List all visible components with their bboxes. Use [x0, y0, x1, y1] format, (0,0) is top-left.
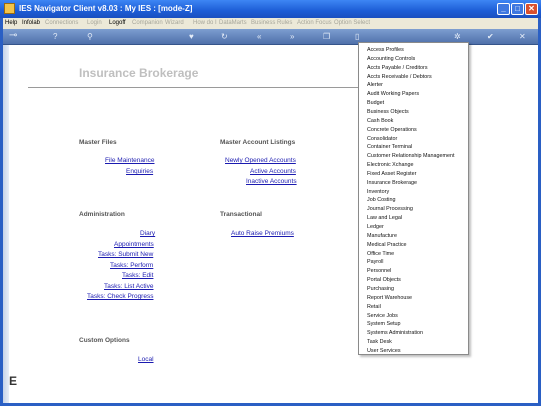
link-diary[interactable]: Diary [140, 230, 156, 237]
refresh-icon[interactable]: ↻ [221, 32, 228, 41]
key-icon[interactable]: ⊸ [9, 30, 18, 41]
menu-bar [3, 18, 538, 29]
module-dropdown-menu [358, 42, 469, 355]
menu-item-companion[interactable]: Companion [132, 20, 163, 26]
link-tasks-submit-new[interactable]: Tasks: Submit New [98, 251, 154, 258]
left-strip [3, 45, 9, 403]
dropdown-item-user-services[interactable]: User Services [367, 347, 401, 354]
dropdown-item-audit-working-papers[interactable]: Audit Working Papers [367, 91, 420, 98]
menu-item-business-rules[interactable]: Business Rules [251, 20, 293, 26]
settings-icon[interactable]: ✲ [454, 32, 461, 41]
menu-item-connections[interactable]: Connections [45, 20, 79, 26]
dropdown-item-access-profiles[interactable]: Access Profiles [367, 47, 404, 53]
back-icon[interactable]: « [257, 32, 262, 41]
close-icon[interactable]: ✕ [519, 32, 526, 41]
dropdown-item-systems-administration[interactable]: Systems Administration [367, 330, 424, 337]
dropdown-item-law-and-legal[interactable]: Law and Legal [367, 215, 403, 222]
dropdown-item-purchasing[interactable]: Purchasing [367, 285, 394, 292]
menu-item-action-focus[interactable]: Action Focus [297, 20, 332, 26]
maximize-button[interactable]: □ [511, 3, 524, 15]
dropdown-item-accounting-controls[interactable]: Accounting Controls [367, 55, 416, 62]
menu-item-infolab[interactable]: Infolab [22, 20, 41, 26]
minimize-button[interactable]: _ [497, 3, 510, 15]
copy-icon[interactable]: ❐ [323, 32, 331, 41]
dropdown-item-business-objects[interactable]: Business Objects [367, 108, 409, 115]
dropdown-item-ledger[interactable]: Ledger [367, 224, 384, 230]
dropdown-item-accts-payable-creditors[interactable]: Accts Payable / Creditors [367, 64, 428, 71]
dropdown-item-service-jobs[interactable]: Service Jobs [367, 312, 398, 319]
link-inactive-accounts[interactable]: Inactive Accounts [246, 178, 297, 185]
menu-item-help[interactable]: Help [5, 20, 18, 26]
menu-item-wizard[interactable]: Wizard [165, 20, 184, 26]
side-panel-label[interactable]: E [9, 374, 18, 388]
dropdown-item-portal-objects[interactable]: Portal Objects [367, 277, 401, 284]
dropdown-item-inventory[interactable]: Inventory [367, 188, 390, 195]
menu-item-datamarts[interactable]: DataMarts [219, 20, 247, 26]
dropdown-item-personnel[interactable]: Personnel [367, 268, 392, 275]
menu-item-option-select[interactable]: Option Select [334, 20, 371, 26]
dropdown-item-accts-receivable-debtors[interactable]: Accts Receivable / Debtors [367, 73, 432, 80]
app-icon [4, 3, 15, 14]
dropdown-item-journal-processing[interactable]: Journal Processing [367, 206, 413, 213]
search-icon[interactable]: ⚲ [87, 32, 93, 41]
forward-icon[interactable]: » [290, 32, 295, 41]
menu-item-how-do-i[interactable]: How do I [193, 20, 217, 26]
link-tasks-check-progress[interactable]: Tasks: Check Progress [87, 293, 154, 300]
link-auto-raise-premiums[interactable]: Auto Raise Premiums [231, 230, 294, 237]
check-icon[interactable]: ✔ [487, 32, 494, 41]
title-divider [28, 87, 388, 88]
link-tasks-edit[interactable]: Tasks: Edit [122, 272, 154, 279]
dropdown-item-container-terminal[interactable]: Container Terminal [367, 144, 413, 151]
section-master-account-listings: Master Account Listings [220, 139, 296, 146]
trash-icon[interactable]: ▯ [355, 32, 360, 41]
dropdown-item-cash-book[interactable]: Cash Book [367, 117, 394, 124]
close-window-button[interactable]: ✕ [525, 3, 538, 15]
link-enquiries[interactable]: Enquiries [126, 168, 154, 175]
dropdown-item-office-time[interactable]: Office Time [367, 250, 395, 257]
dropdown-item-system-setup[interactable]: System Setup [367, 321, 401, 328]
link-tasks-list-active[interactable]: Tasks: List Active [104, 283, 154, 290]
title-bar [0, 0, 541, 18]
dropdown-item-customer-relationship-management[interactable]: Customer Relationship Management [367, 153, 455, 160]
dropdown-item-alerter[interactable]: Alerter [367, 82, 383, 89]
section-transactional: Transactional [220, 211, 262, 218]
window-title: IES Navigator Client v8.03 : My IES : [mode-Z] [19, 4, 193, 13]
dropdown-item-manufacture[interactable]: Manufacture [367, 232, 397, 239]
dropdown-item-task-desk[interactable]: Task Desk [367, 339, 392, 346]
link-local[interactable]: Local [138, 356, 154, 363]
dropdown-item-consolidator[interactable]: Consolidator [367, 135, 398, 142]
dropdown-item-medical-practice[interactable]: Medical Practice [367, 241, 407, 248]
help-icon[interactable]: ? [53, 32, 58, 41]
dropdown-item-report-warehouse[interactable]: Report Warehouse [367, 294, 413, 301]
dropdown-item-electronic-xchange[interactable]: Electronic Xchange [367, 162, 414, 169]
link-file-maintenance[interactable]: File Maintenance [105, 157, 155, 164]
section-administration: Administration [79, 211, 125, 218]
heart-icon[interactable]: ♥ [189, 32, 194, 41]
link-appointments[interactable]: Appointments [114, 241, 154, 248]
link-tasks-perform[interactable]: Tasks: Perform [110, 262, 154, 269]
section-custom-options: Custom Options [79, 337, 130, 344]
dropdown-item-retail[interactable]: Retail [367, 303, 381, 310]
link-newly-opened-accounts[interactable]: Newly Opened Accounts [225, 157, 296, 164]
page-title: Insurance Brokerage [79, 66, 199, 80]
dropdown-item-concrete-operations[interactable]: Concrete Operations [367, 126, 417, 133]
link-active-accounts[interactable]: Active Accounts [250, 168, 296, 175]
menu-item-logoff[interactable]: Logoff [109, 20, 126, 26]
dropdown-item-insurance-brokerage[interactable]: Insurance Brokerage [367, 179, 418, 186]
dropdown-item-job-costing[interactable]: Job Costing [367, 197, 396, 204]
dropdown-item-budget[interactable]: Budget [367, 100, 385, 107]
section-master-files: Master Files [79, 139, 117, 146]
menu-item-login[interactable]: Login [87, 20, 102, 26]
dropdown-item-payroll[interactable]: Payroll [367, 259, 384, 266]
dropdown-item-fixed-asset-register[interactable]: Fixed Asset Register [367, 170, 417, 177]
